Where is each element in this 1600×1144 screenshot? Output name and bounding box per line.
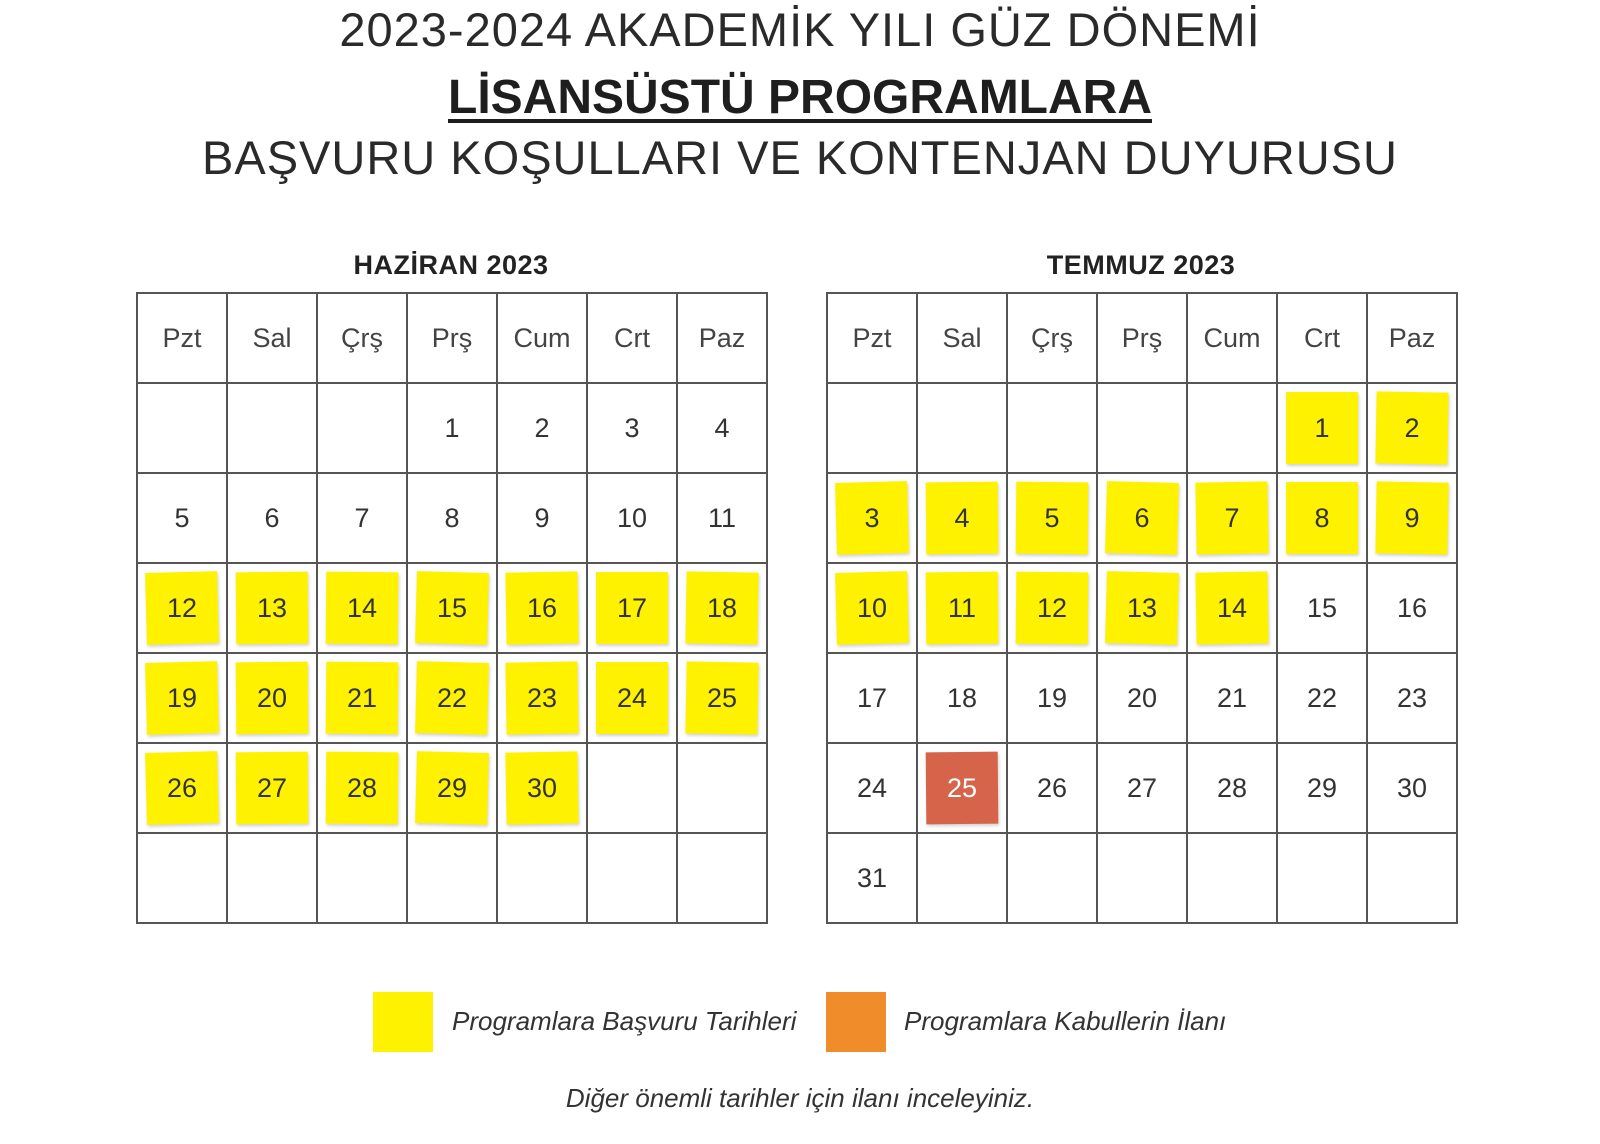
weekday-header: Çrş xyxy=(318,294,408,384)
day-cell xyxy=(1008,654,1098,744)
empty-cell xyxy=(828,384,918,474)
day-cell xyxy=(1368,744,1458,834)
day-cell xyxy=(318,474,408,564)
day-number: 8 xyxy=(444,502,460,533)
day-number: 14 xyxy=(1216,592,1248,623)
day-cell xyxy=(1008,564,1098,654)
day-number: 6 xyxy=(1134,502,1150,533)
day-number: 2 xyxy=(534,412,550,443)
empty-cell xyxy=(1188,834,1278,924)
day-cell xyxy=(138,564,228,654)
day-number: 28 xyxy=(346,772,378,803)
footnote: Diğer önemli tarihler için ilanı inceleyiniz. xyxy=(565,1083,1035,1113)
page-title-main xyxy=(0,70,1600,125)
empty-cell xyxy=(1098,834,1188,924)
day-number: 14 xyxy=(346,592,378,623)
page-title-year: 2023-2024 AKADEMİK YILI GÜZ DÖNEMİ xyxy=(339,3,1261,56)
day-number: 30 xyxy=(1396,772,1428,803)
day-number: 5 xyxy=(1044,502,1060,533)
day-number: 30 xyxy=(526,772,558,803)
calendar-grid xyxy=(136,292,768,924)
day-cell xyxy=(228,474,318,564)
day-cell xyxy=(678,654,768,744)
day-cell xyxy=(138,474,228,564)
day-number: 31 xyxy=(856,862,888,893)
day-cell xyxy=(678,564,768,654)
day-number: 4 xyxy=(954,502,970,533)
empty-cell xyxy=(918,834,1008,924)
day-number: 2 xyxy=(1404,412,1420,443)
empty-cell xyxy=(918,384,1008,474)
day-number: 15 xyxy=(436,592,468,623)
empty-cell xyxy=(498,834,588,924)
day-cell xyxy=(228,654,318,744)
day-number: 20 xyxy=(1126,682,1158,713)
day-cell xyxy=(828,564,918,654)
month-title: TEMMUZ 2023 xyxy=(1046,250,1236,280)
day-cell xyxy=(1098,744,1188,834)
day-cell xyxy=(138,744,228,834)
day-number: 19 xyxy=(166,682,198,713)
day-cell xyxy=(1278,384,1368,474)
day-number: 3 xyxy=(624,412,640,443)
day-number: 5 xyxy=(174,502,190,533)
day-number: 27 xyxy=(1126,772,1158,803)
empty-cell xyxy=(318,834,408,924)
day-number: 21 xyxy=(1216,682,1248,713)
day-number: 10 xyxy=(616,502,648,533)
day-cell xyxy=(678,474,768,564)
day-cell xyxy=(828,654,918,744)
day-number: 1 xyxy=(1314,412,1330,443)
day-cell xyxy=(1368,384,1458,474)
empty-cell xyxy=(138,384,228,474)
weekday-header: Sal xyxy=(918,294,1008,384)
day-number: 11 xyxy=(947,592,977,623)
day-number: 23 xyxy=(1396,682,1428,713)
day-number: 11 xyxy=(707,502,737,533)
day-number: 16 xyxy=(1396,592,1428,623)
calendar-july xyxy=(826,250,1456,924)
day-cell xyxy=(318,654,408,744)
day-number: 24 xyxy=(616,682,648,713)
day-cell xyxy=(408,564,498,654)
day-number: 10 xyxy=(856,592,888,623)
page-title-main-text: LİSANSÜSTÜ PROGRAMLARA xyxy=(448,71,1152,124)
day-cell xyxy=(1008,744,1098,834)
day-cell xyxy=(1368,474,1458,564)
day-cell xyxy=(1278,654,1368,744)
day-number: 19 xyxy=(1036,682,1068,713)
day-cell xyxy=(408,744,498,834)
empty-cell xyxy=(228,384,318,474)
day-number: 26 xyxy=(1036,772,1068,803)
calendar-grid xyxy=(826,292,1458,924)
day-number: 16 xyxy=(526,592,558,623)
month-title: HAZİRAN 2023 xyxy=(353,250,549,280)
day-cell xyxy=(1098,474,1188,564)
day-cell xyxy=(498,474,588,564)
empty-cell xyxy=(1098,384,1188,474)
day-cell xyxy=(1098,654,1188,744)
legend xyxy=(0,992,1600,1054)
day-cell xyxy=(1278,564,1368,654)
day-number: 25 xyxy=(706,682,738,713)
empty-cell xyxy=(228,834,318,924)
day-number: 8 xyxy=(1314,502,1330,533)
day-number: 21 xyxy=(346,682,378,713)
day-cell xyxy=(1188,564,1278,654)
day-cell xyxy=(408,384,498,474)
legend-swatch-application xyxy=(373,992,433,1052)
day-cell xyxy=(498,654,588,744)
legend-swatch-announcement xyxy=(826,992,886,1052)
day-number: 26 xyxy=(166,772,198,803)
day-cell xyxy=(498,744,588,834)
empty-cell xyxy=(138,834,228,924)
empty-cell xyxy=(1188,384,1278,474)
day-cell xyxy=(588,384,678,474)
empty-cell xyxy=(318,384,408,474)
empty-cell xyxy=(588,834,678,924)
page-subtitle: BAŞVURU KOŞULLARI VE KONTENJAN DUYURUSU xyxy=(202,131,1398,184)
day-cell xyxy=(918,654,1008,744)
day-number: 13 xyxy=(256,592,288,623)
empty-cell xyxy=(1278,834,1368,924)
empty-cell xyxy=(588,744,678,834)
day-cell xyxy=(1188,744,1278,834)
day-number: 29 xyxy=(436,772,468,803)
day-cell xyxy=(588,564,678,654)
day-number: 9 xyxy=(1404,502,1420,533)
day-number: 22 xyxy=(436,682,468,713)
day-number: 6 xyxy=(264,502,280,533)
day-number: 4 xyxy=(714,412,730,443)
day-number: 9 xyxy=(534,502,550,533)
day-number: 7 xyxy=(1224,502,1240,533)
day-cell xyxy=(828,744,918,834)
empty-cell xyxy=(678,744,768,834)
day-cell xyxy=(1278,474,1368,564)
day-cell xyxy=(408,654,498,744)
day-number: 25 xyxy=(946,772,978,803)
weekday-header: Crt xyxy=(1278,294,1368,384)
day-cell xyxy=(828,474,918,564)
day-number: 23 xyxy=(526,682,558,713)
weekday-header: Paz xyxy=(1368,294,1458,384)
weekday-header: Cum xyxy=(498,294,588,384)
day-cell xyxy=(228,744,318,834)
day-number: 17 xyxy=(616,592,648,623)
day-cell xyxy=(1188,474,1278,564)
day-cell xyxy=(1188,654,1278,744)
empty-cell xyxy=(678,834,768,924)
day-cell xyxy=(588,654,678,744)
weekday-header: Paz xyxy=(678,294,768,384)
empty-cell xyxy=(408,834,498,924)
day-cell xyxy=(1368,654,1458,744)
day-cell xyxy=(588,474,678,564)
day-number: 28 xyxy=(1216,772,1248,803)
day-number: 15 xyxy=(1306,592,1338,623)
calendar-june xyxy=(136,250,766,924)
empty-cell xyxy=(1008,384,1098,474)
day-number: 18 xyxy=(946,682,978,713)
day-number: 12 xyxy=(166,592,198,623)
day-cell xyxy=(918,744,1008,834)
weekday-header: Prş xyxy=(408,294,498,384)
day-cell xyxy=(918,474,1008,564)
empty-cell xyxy=(1008,834,1098,924)
weekday-header: Pzt xyxy=(828,294,918,384)
empty-cell xyxy=(1368,834,1458,924)
day-cell xyxy=(408,474,498,564)
day-number: 24 xyxy=(856,772,888,803)
day-cell xyxy=(1368,564,1458,654)
day-number: 29 xyxy=(1306,772,1338,803)
day-cell xyxy=(828,834,918,924)
weekday-header: Crt xyxy=(588,294,678,384)
legend-label-announcement: Programlara Kabullerin İlanı xyxy=(904,1006,1227,1036)
day-number: 20 xyxy=(256,682,288,713)
day-cell xyxy=(318,744,408,834)
day-number: 18 xyxy=(706,592,738,623)
day-number: 13 xyxy=(1126,592,1158,623)
day-cell xyxy=(1098,564,1188,654)
day-cell xyxy=(498,564,588,654)
day-cell xyxy=(918,564,1008,654)
day-cell xyxy=(138,654,228,744)
day-number: 17 xyxy=(856,682,888,713)
day-number: 1 xyxy=(444,412,460,443)
weekday-header: Cum xyxy=(1188,294,1278,384)
day-cell xyxy=(1008,474,1098,564)
day-cell xyxy=(1278,744,1368,834)
weekday-header: Prş xyxy=(1098,294,1188,384)
day-number: 27 xyxy=(256,772,288,803)
day-number: 22 xyxy=(1306,682,1338,713)
day-number: 7 xyxy=(354,502,370,533)
day-cell xyxy=(228,564,318,654)
day-cell xyxy=(318,564,408,654)
weekday-header: Sal xyxy=(228,294,318,384)
weekday-header: Çrş xyxy=(1008,294,1098,384)
weekday-header: Pzt xyxy=(138,294,228,384)
day-number: 12 xyxy=(1036,592,1068,623)
day-number: 3 xyxy=(864,502,880,533)
day-cell xyxy=(498,384,588,474)
legend-label-application: Programlara Başvuru Tarihleri xyxy=(452,1006,797,1036)
day-cell xyxy=(678,384,768,474)
